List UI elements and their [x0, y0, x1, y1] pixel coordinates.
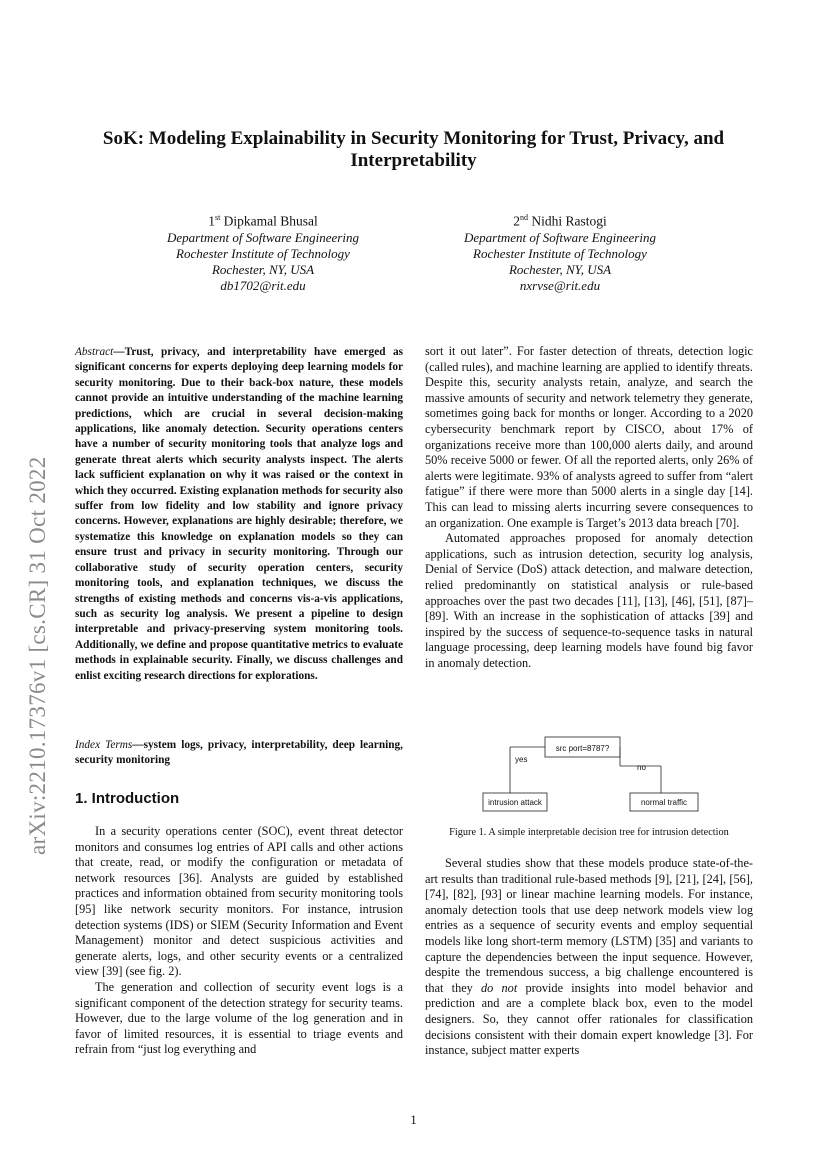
author-location: Rochester, NY, USA — [508, 261, 612, 277]
author-institute: Rochester Institute of Technology — [176, 245, 350, 261]
paragraph: Automated approaches proposed for anomaly detection applications, such as intrusion detection, security log analysis, Denial of Service (DoS) attack detection, and malware detection, relied predominantly on statistical analysis or rule-based approaches over the past two decades [11], [13], [46], [51], [87]–[89]. With an increase in the sophistication of attacks [39] and inspired by the success of sequence-to-sequence tasks in natural language processing, deep learning models have found big favor in anomaly detection. — [425, 531, 753, 670]
author-department: Department of Software Engineering — [167, 229, 359, 245]
abstract-label: Abstract — [75, 346, 114, 358]
root-node-label: src port=8787? — [555, 744, 610, 753]
yes-label: yes — [515, 755, 528, 764]
no-label: no — [637, 763, 646, 772]
paragraph: The generation and collection of security event logs is a significant component of the detection strategy for security teams. However, due to the large volume of the log generation and in favor of limited resources, it is essential to triage events and refrain from “just log everything and — [75, 979, 403, 1057]
section-heading: 1. Introduction — [75, 790, 180, 807]
right-column-body-bottom — [425, 856, 753, 1059]
author-block-1 — [113, 210, 413, 294]
emphasis: do not — [481, 980, 518, 995]
paper-title: SoK: Modeling Explainability in Security Monitoring for Trust, Privacy, and Interpretability — [102, 128, 725, 171]
figure-caption: Figure 1. A simple interpretable decision tree for intrusion detection — [449, 827, 729, 838]
author-institute: Rochester Institute of Technology — [473, 245, 647, 261]
author-name: 1st Dipkamal Bhusal — [208, 213, 318, 229]
author-block-2 — [410, 210, 710, 294]
abstract — [75, 345, 403, 684]
paragraph: In a security operations center (SOC), event threat detector monitors and consumes log entries of API calls and other actions that create, read, or modify the configuration or metadata of network resources [36]. Analysts are guided by established practices and information obtained from security monitoring tools [95] like network security monitors. For instance, intrusion detection systems (IDS) or SIEM (Security Information and Event Management) monitor and detect suspicious activities and generate alerts, logs, and other security events or a centralized view [39] (see fig. 2). — [75, 824, 403, 979]
page-number: 1 — [410, 1112, 417, 1127]
abstract-text: —Trust, privacy, and interpretability have emerged as significant concerns for experts deploying deep learning models for security monitoring. Due to their back-box nature, these models cannot provide an intuitive understanding of the machine learning predictions, which are crucial in several decision-making applications, like anomaly detection. Security operations centers have a number of security monitoring tools that analyze logs and generate threat alerts which security analysts inspect. The alerts lack sufficient explanation on why it was raised or the context in which they occurred. Existing explanation methods for security also suffer from low fidelity and low stability and ignore privacy concerns. However, explanations are highly desirable; therefore, we systematize this knowledge on explanation models so they can ensure trust and privacy in security monitoring. Through our collaborative study of security operation centers, security monitoring tools, and explanation techniques, we discuss the strengths of existing methods and concerns vis-a-vis applications, such as security log analysis. We present a pipeline to design interpretable and privacy-preserving system monitoring tools. Additionally, we define and propose quantitative metrics to evaluate methods in explainable security. Finally, we discuss challenges and enlist exciting research directions for explorations. — [75, 346, 403, 682]
author-email: db1702@rit.edu — [220, 277, 306, 293]
right-column-body-top — [425, 344, 753, 671]
right-leaf-label: normal traffic — [640, 798, 688, 807]
left-leaf-label: intrusion attack — [488, 798, 542, 807]
paragraph: Several studies show that these models produce state-of-the-art results than traditional rule-based methods [9], [21], [24], [56], [74], [82], [93] or linear machine learning models. For instance, anomaly detection tools that use deep network models view log entries as a sequence of security events and employ sequential models like long short-term memory (LSTM) [35] and variants to capture the dependencies between the input sequence. However, despite the tremendous success, a big challenge encountered is that they do not provide insights into model behavior and prediction and are a complete black box, even to the model designers. So, they cannot offer rationales for classification decisions consistent with their domain expert knowledge [3]. For instance, subject matter experts — [425, 856, 753, 1058]
arxiv-identifier: arXiv:2210.17376v1 [cs.CR] 31 Oct 2022 — [25, 456, 50, 855]
left-column-body — [75, 824, 403, 1058]
author-location: Rochester, NY, USA — [211, 261, 315, 277]
index-terms — [75, 738, 403, 769]
author-email: nxrvse@rit.edu — [519, 277, 601, 293]
decision-tree-figure — [425, 730, 753, 820]
author-department: Department of Software Engineering — [464, 229, 656, 245]
author-name: 2nd Nidhi Rastogi — [513, 213, 607, 229]
decision-tree-diagram — [425, 730, 753, 820]
index-terms-text: —system logs, privacy, interpretability, deep learning, security monitoring — [75, 739, 403, 767]
paragraph: sort it out later”. For faster detection of threats, detection logic (called rules), and machine learning are applied to identify threats. Despite this, security analysts retain, analyze, and search the massive amounts of security and network telemetry they generate, sometimes going back for months or longer. According to a 2020 cybersecurity benchmark report by CISCO, about 17% of organizations receive more than 100,000 alerts daily, and around 50% receive 5000 or fewer. Of all the reported alerts, only 26% of alerts were legitimate. 93% of analysts agreed to suffer from “alert fatigue” if there were more than 5000 alerts in a single day [14]. This can lead to missing alerts incurring severe consequences to an organization. One example is Target’s 2013 data breach [70]. — [425, 344, 753, 530]
index-terms-label: Index Terms — [75, 739, 133, 751]
